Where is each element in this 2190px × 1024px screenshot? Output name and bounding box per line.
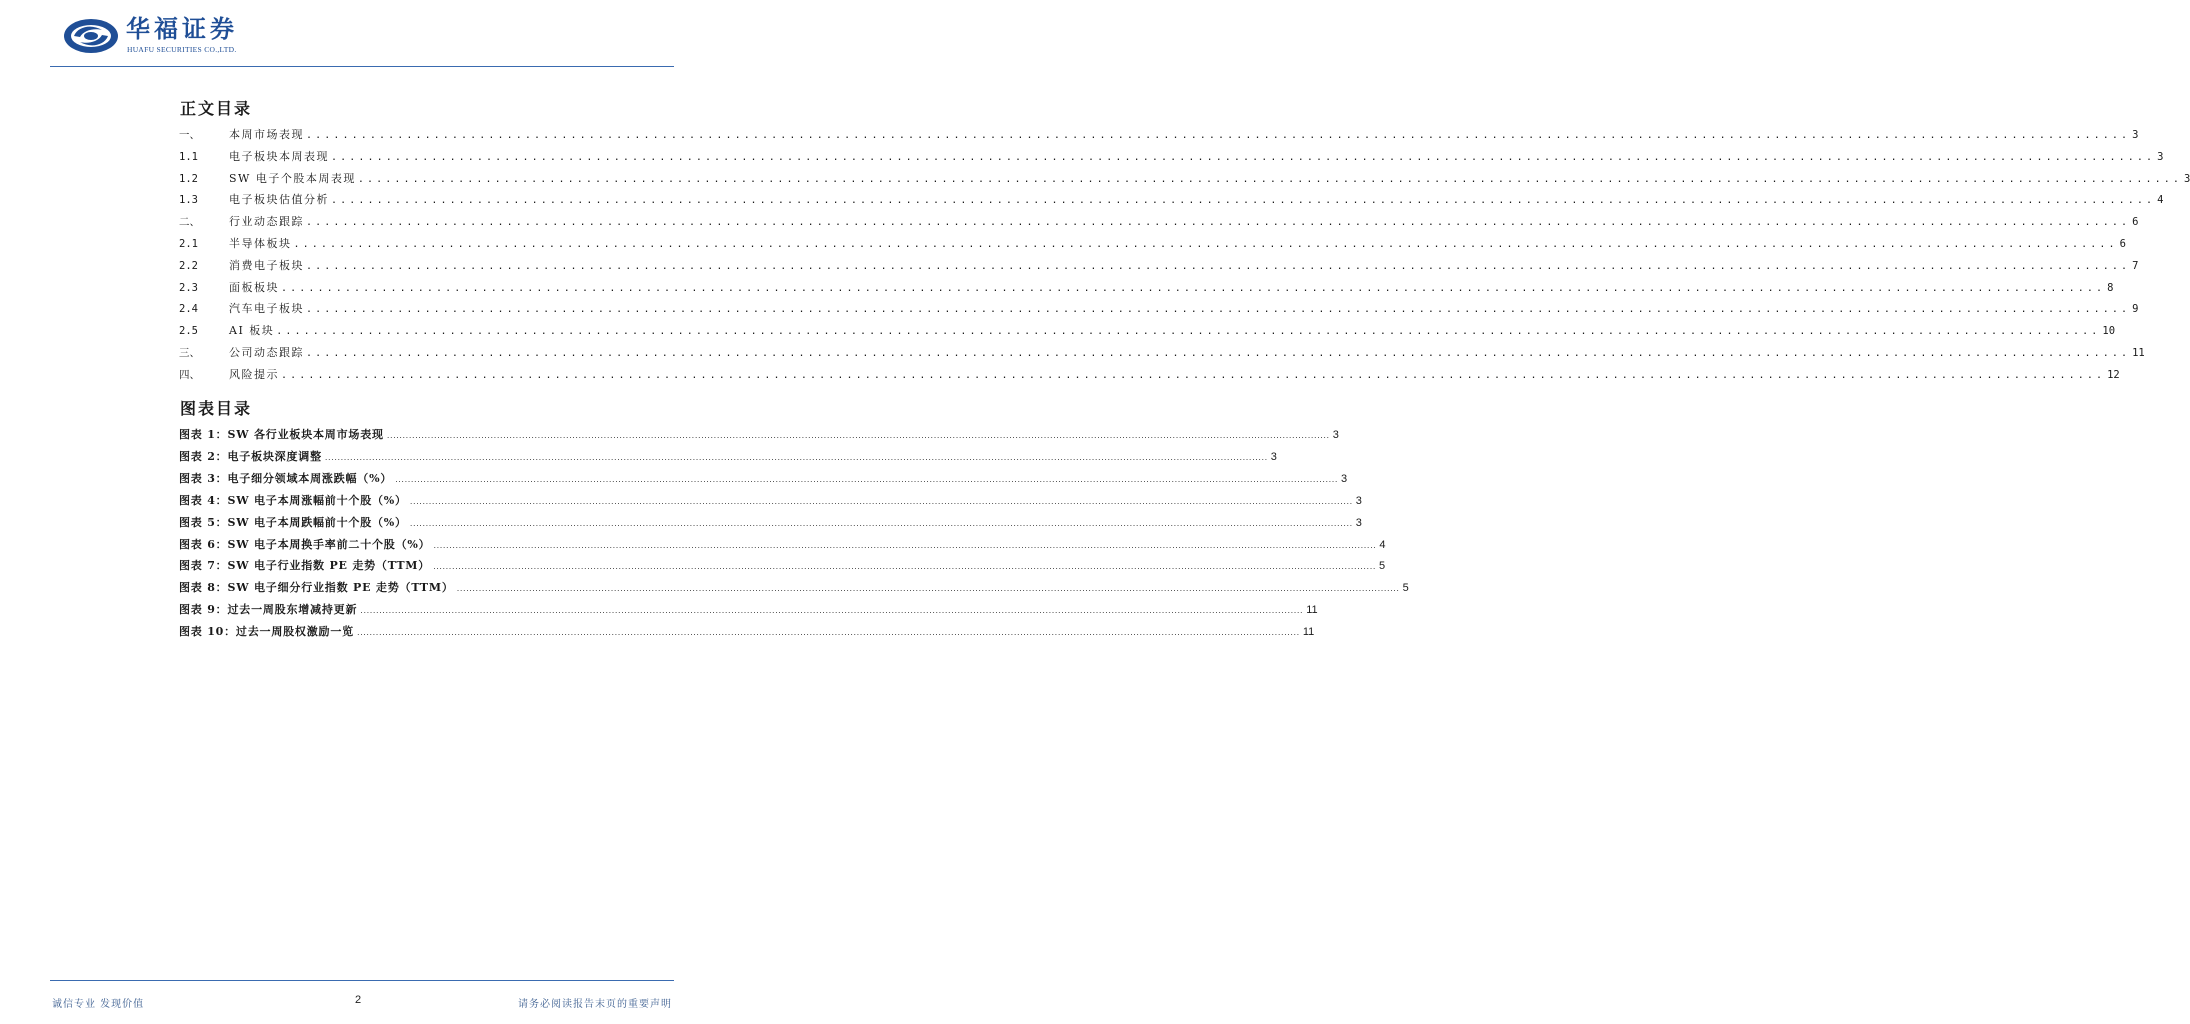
toc-entry[interactable] <box>179 323 2116 339</box>
toc-entry-number: 1.3 <box>179 194 198 207</box>
toc-entry-page: 12 <box>2107 368 2120 381</box>
dot-leader: ............................................................................................................................................................................................................................................................................................................ <box>433 540 1377 550</box>
dot-leader: ........................................................................................................................................................................................................ <box>306 260 2131 272</box>
figure-entry[interactable] <box>179 493 1362 509</box>
dot-leader: ........................................................................................................................................................................................................ <box>306 348 2131 359</box>
figure-entry[interactable] <box>179 471 1348 487</box>
toc-entry-title: 汽车电子板块 <box>229 302 304 316</box>
figure-entry-page: 3 <box>1355 494 1362 507</box>
figure-entry-title: 图表 9：过去一周股东增减持更新 <box>179 603 358 617</box>
dot-leader: ............................................................................................................................................................................................................................................................................................................ <box>395 474 1339 484</box>
dot-leader: ............................................................................................................................................................................................................................................................................................................ <box>409 496 1353 506</box>
figure-entry-page: 3 <box>1341 472 1348 485</box>
toc-entry-number: 二、 <box>179 216 200 229</box>
dot-leader: ........................................................................................................................................................................................................ <box>306 217 2131 229</box>
huafu-logo-icon <box>62 16 120 56</box>
figure-entry-title: 图表 1：SW 各行业板块本周市场表现 <box>179 428 384 441</box>
figure-entry-page: 11 <box>1306 604 1318 617</box>
toc-entry-page: 7 <box>2132 259 2139 272</box>
footer-slogan: 诚信专业 发现价值 <box>52 999 145 1010</box>
toc-entry-title: 消费电子板块 <box>229 258 304 272</box>
figure-entry-title: 图表 8：SW 电子细分行业指数 PE 走势（TTM） <box>179 581 454 595</box>
dot-leader: ........................................................................................................................................................................................................ <box>357 173 2182 185</box>
toc-entry-page: 8 <box>2107 281 2114 294</box>
figure-entry[interactable] <box>179 537 1386 553</box>
toc-entry[interactable] <box>179 345 2145 361</box>
toc-entry-title: 本周市场表现 <box>229 128 304 141</box>
figure-entry-title: 图表 3：电子细分领域本周涨跌幅（%） <box>179 471 393 485</box>
toc-entry-number: 一、 <box>179 129 200 141</box>
toc-entry[interactable] <box>179 214 2139 230</box>
footer-disclaimer: 请务必阅读报告末页的重要声明 <box>518 999 672 1010</box>
dot-leader: ........................................................................................................................................................................................................ <box>331 151 2156 163</box>
toc-entry[interactable] <box>179 280 2114 296</box>
toc-entry-number: 1.1 <box>179 150 198 163</box>
page-header <box>0 0 724 70</box>
toc-entry[interactable] <box>179 236 2126 252</box>
toc-entry-title: AI 板块 <box>229 324 275 338</box>
figure-entry[interactable] <box>179 427 1339 443</box>
dot-leader: ........................................................................................................................................................................................................ <box>331 195 2156 207</box>
toc-entry[interactable] <box>179 171 2190 187</box>
figure-entry-page: 5 <box>1378 560 1386 573</box>
toc-entry[interactable] <box>179 258 2139 274</box>
toc-entry-title: 风险提示 <box>229 367 279 381</box>
figure-entry-title: 图表 4：SW 电子本周涨幅前十个股（%） <box>179 493 407 507</box>
toc-entry-page: 6 <box>2132 216 2139 229</box>
toc-entry-page: 10 <box>2102 325 2116 338</box>
figure-entry-page: 3 <box>1355 516 1362 529</box>
toc-entry-page: 9 <box>2132 303 2139 316</box>
toc-entry-title: 公司动态跟踪 <box>229 346 304 359</box>
toc-entry-page: 11 <box>2132 347 2145 359</box>
toc-entry-title: 行业动态跟踪 <box>229 215 304 229</box>
toc-entry-title: SW 电子个股本周表现 <box>229 171 356 185</box>
dot-leader: ............................................................................................................................................................................................................................................................................................................ <box>433 562 1376 572</box>
toc-entry-number: 2.1 <box>179 238 198 250</box>
toc-entry-number: 四、 <box>179 368 200 381</box>
dot-leader: ........................................................................................................................................................................................................ <box>293 239 2118 250</box>
figure-entry-page: 4 <box>1379 538 1386 551</box>
figure-entry-page: 5 <box>1402 582 1409 595</box>
figure-entry[interactable] <box>179 558 1386 574</box>
brand-subtitle: HUAFU SECURITIES CO.,LTD. <box>127 45 237 54</box>
figure-entry-title: 图表 6：SW 电子本周换手率前二十个股（%） <box>179 537 431 551</box>
figure-entry[interactable] <box>179 515 1362 531</box>
toc-entry-number: 2.4 <box>179 303 198 316</box>
figure-entry[interactable] <box>179 449 1277 465</box>
toc-entry-number: 2.3 <box>179 281 198 294</box>
dot-leader: ............................................................................................................................................................................................................................................................................................................ <box>386 431 1330 440</box>
figure-entry[interactable] <box>179 624 1315 640</box>
dot-leader: ........................................................................................................................................................................................................ <box>281 282 2106 294</box>
toc-entry-number: 1.2 <box>179 172 198 185</box>
figure-entry-page: 11 <box>1302 626 1315 639</box>
toc-title: 正文目录 <box>180 99 253 118</box>
header-divider <box>50 66 674 67</box>
figure-entry-title: 图表 2：电子板块深度调整 <box>179 449 322 463</box>
figure-entry[interactable] <box>179 580 1409 596</box>
toc-entry-page: 3 <box>2157 150 2164 163</box>
toc-entry-page: 6 <box>2119 238 2126 250</box>
dot-leader: ............................................................................................................................................................................................................................................................................................................ <box>456 584 1400 594</box>
dot-leader: ............................................................................................................................................................................................................................................................................................................ <box>356 628 1300 638</box>
figure-entry-page: 3 <box>1270 450 1277 463</box>
dot-leader: ............................................................................................................................................................................................................................................................................................................ <box>324 452 1268 462</box>
toc-entry[interactable] <box>179 301 2139 317</box>
toc-entry-page: 4 <box>2157 194 2164 207</box>
dot-leader: ........................................................................................................................................................................................................ <box>281 369 2106 381</box>
dot-leader: ........................................................................................................................................................................................................ <box>306 130 2131 141</box>
toc-entry[interactable] <box>179 149 2164 165</box>
dot-leader: ............................................................................................................................................................................................................................................................................................................ <box>409 518 1353 528</box>
figure-entry-title: 图表 5：SW 电子本周跌幅前十个股（%） <box>179 515 407 529</box>
figure-entry-title: 图表 10：过去一周股权激励一览 <box>179 625 354 639</box>
dot-leader: ........................................................................................................................................................................................................ <box>306 304 2131 316</box>
toc-entry-number: 2.5 <box>179 325 198 338</box>
toc-entry-title: 电子板块本周表现 <box>229 149 329 163</box>
toc-entry-number: 三、 <box>179 347 200 359</box>
dot-leader: ........................................................................................................................................................................................................ <box>276 326 2101 338</box>
toc-entry-title: 半导体板块 <box>229 237 292 250</box>
brand-name: 华福证券 <box>126 14 238 43</box>
toc-entry[interactable] <box>179 127 2139 143</box>
figures-title: 图表目录 <box>180 399 253 418</box>
toc-entry-number: 2.2 <box>179 259 198 272</box>
toc-entry-page: 3 <box>2183 172 2190 185</box>
toc-entry-page: 3 <box>2132 129 2139 141</box>
toc-entry[interactable] <box>179 192 2164 208</box>
toc-entry-title: 面板板块 <box>229 280 279 294</box>
dot-leader: ............................................................................................................................................................................................................................................................................................................ <box>360 606 1304 616</box>
page-number: 2 <box>355 994 362 1006</box>
footer-divider <box>50 980 674 981</box>
toc-entry-title: 电子板块估值分析 <box>229 193 329 207</box>
figure-entry-title: 图表 7：SW 电子行业指数 PE 走势（TTM） <box>179 559 431 573</box>
figure-entry[interactable] <box>179 602 1318 618</box>
toc-entry[interactable] <box>179 367 2120 383</box>
figure-entry-page: 3 <box>1332 429 1339 441</box>
